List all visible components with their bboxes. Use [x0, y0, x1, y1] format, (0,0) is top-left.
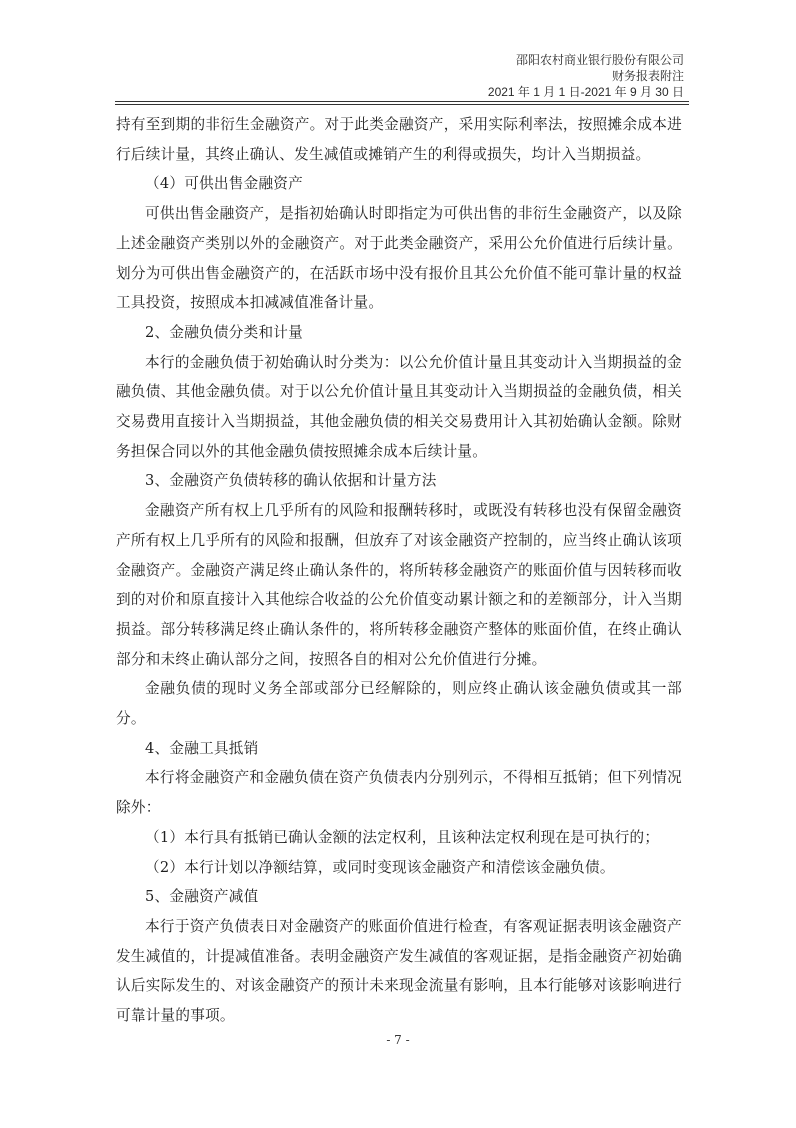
document-title: 财务报表附注 [611, 69, 684, 83]
paragraph-available-for-sale: 可供出售金融资产，是指初始确认时即指定为可供出售的非衍生金融资产，以及除上述金融资产类别以外的金融资产。对于此类金融资产，采用公允价值进行后续计量。划分为可供出售金融资产的，在活跃市场中没有报价且其公允价值不能可靠计量的权益工具投资，按照成本扣减减值准备计量。 [116, 205, 682, 312]
subheading-available-for-sale: （4）可供出售金融资产 [145, 175, 303, 193]
paragraph-liability-derecognition: 金融负债的现时义务全部或部分已经解除的，则应终止确认该金融负债或其一部分。 [116, 680, 682, 728]
reporting-period: 2021 年 1 月 1 日-2021 年 9 月 30 日 [487, 85, 684, 99]
header-rule-bottom [115, 104, 689, 105]
page-number: - 7 - [386, 1033, 410, 1047]
paragraph-transfer-recognition: 金融资产所有权上几乎所有的风险和报酬转移时，或既没有转移也没有保留金融资产所有权上几乎所有的风险和报酬，但放弃了对该金融资产控制的，应当终止确认该项金融资产。金融资产满足终止确认条件的，将所转移金融资产的账面价值与因转移而收到的对价和原直接计入其他综合收益的公允价值变动累计额之和的差额部分，计入当期损益。部分转移满足终止确认条件的，将所转移金融资产整体的账面价值，在终止确认部分和未终止确认部分之间，按照各自的相对公允价值进行分摊。 [116, 502, 682, 668]
company-name: 邵阳农村商业银行股份有限公司 [515, 53, 684, 67]
paragraph-offsetting: 本行将金融资产和金融负债在资产负债表内分别列示，不得相互抵销；但下列情况除外： [116, 769, 682, 817]
heading-offsetting: 4、金融工具抵销 [145, 739, 259, 757]
body-text [116, 110, 682, 1031]
paragraph-impairment: 本行于资产负债表日对金融资产的账面价值进行检查，有客观证据表明该金融资产发生减值的，计提减值准备。表明金融资产发生减值的客观证据，是指金融资产初始确认后实际发生的、对该金融资产的预计未来现金流量有影响，且本行能够对该影响进行可靠计量的事项。 [116, 917, 682, 1025]
list-item-offset-condition-2: （2）本行计划以净额结算，或同时变现该金融资产和清偿该金融负债。 [145, 858, 615, 876]
page-header [488, 52, 684, 100]
heading-transfer-recognition: 3、金融资产负债转移的确认依据和计量方法 [145, 472, 437, 490]
heading-impairment: 5、金融资产减值 [145, 888, 259, 906]
heading-liabilities-classification: 2、金融负债分类和计量 [145, 323, 303, 341]
list-item-offset-condition-1: （1）本行具有抵销已确认金额的法定权利，且该种法定权利现在是可执行的； [145, 828, 660, 846]
paragraph-continuation: 持有至到期的非衍生金融资产。对于此类金融资产，采用实际利率法，按照摊余成本进行后续计量，其终止确认、发生减值或摊销产生的利得或损失，均计入当期损益。 [116, 116, 682, 163]
paragraph-liabilities-classification: 本行的金融负债于初始确认时分类为：以公允价值计量且其变动计入当期损益的金融负债、其他金融负债。对于以公允价值计量且其变动计入当期损益的金融负债，相关交易费用直接计入当期损益，其他金融负债的相关交易费用计入其初始确认金额。除财务担保合同以外的其他金融负债按照摊余成本后续计量。 [116, 353, 682, 460]
header-rule-top [115, 101, 689, 102]
